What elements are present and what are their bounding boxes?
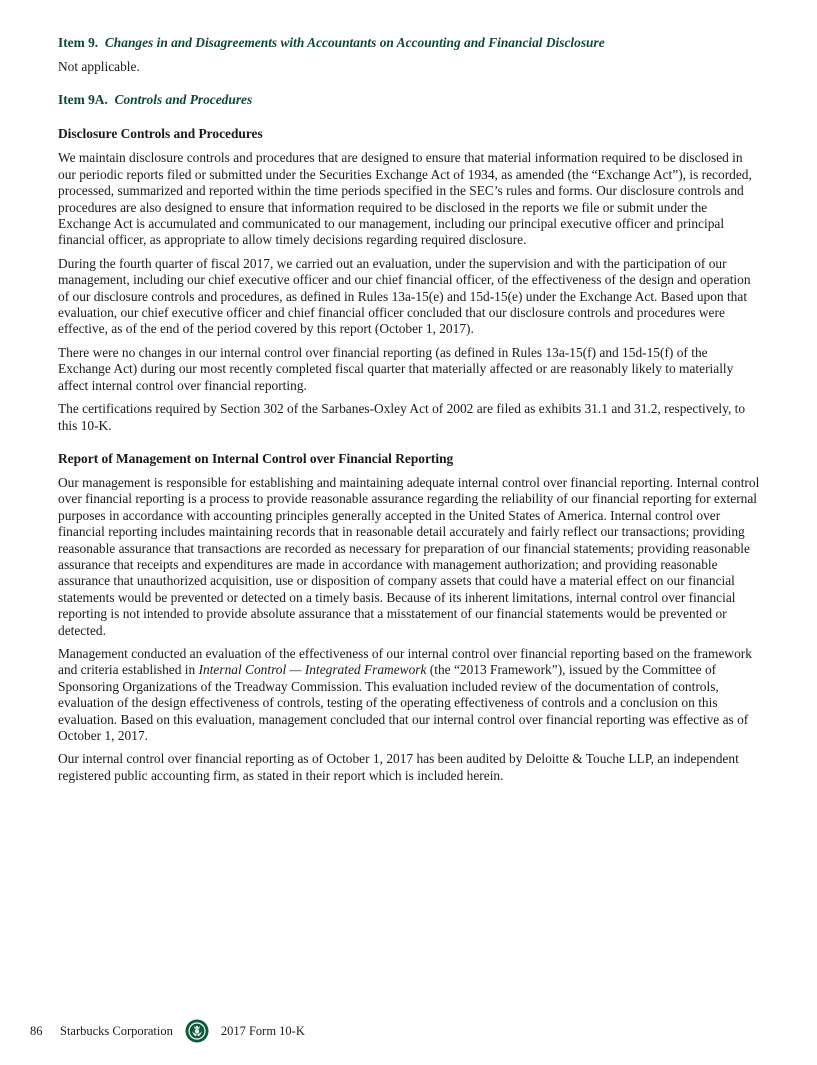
- starbucks-siren-logo-icon: [185, 1019, 209, 1043]
- page-number: 86: [30, 1023, 43, 1038]
- item-9a-title: Controls and Procedures: [114, 92, 253, 108]
- disclosure-paragraph-4: The certifications required by Section 302 of the Sarbanes-Oxley Act of 2002 are filed as exhibits 31.1 and 31.2, respectively, to this 10-K.: [58, 401, 746, 433]
- disclosure-paragraph-2: During the fourth quarter of fiscal 2017, we carried out an evaluation, under the supervision and with the participation of our management, including our chief executive officer and our chief financial officer, of the effectiveness of the design and operation of our disclosure controls and procedures, as defined in Rules 13a-15(e) and 15d-15(e) under the Exchange Act. Based upon that evaluation, our chief executive officer and chief financial officer concluded that our disclosure controls and procedures were effective, as of the end of the period covered by this report (October 1, 2017).: [58, 255, 751, 337]
- management-report-paragraph-2: [58, 646, 763, 744]
- disclosure-paragraph-1: We maintain disclosure controls and procedures that are designed to ensure that material information required to be disclosed in our periodic reports filed or submitted under the Securities Exchange Act of 1934, as amended (the “Exchange Act”), is recorded, processed, summarized and reported within the time periods specified in the SEC’s rules and forms. Our disclosure controls and procedures are also designed to ensure that information required to be disclosed in the reports we file or submit under the Exchange Act is accumulated and communicated to our management, including our principal executive officer and principal financial officer, as appropriate to allow timely decisions regarding required disclosure.: [58, 150, 752, 248]
- document-page: [58, 34, 763, 784]
- item-9-body: Not applicable.: [58, 59, 140, 74]
- paragraph-2-text-after: (the “2013 Framework”), issued by the Committee of Sponsoring Organizations of the Treadway Commission. This evaluation included review of the documentation of controls, evaluation of the design effectiveness of controls, testing of the operating effectiveness of controls and a conclusion on this evaluation. Based on this evaluation, management concluded that our internal control over financial reporting was effective as of October 1, 2017.: [58, 662, 749, 743]
- disclosure-paragraph-3: There were no changes in our internal control over financial reporting (as defined in Rules 13a-15(f) and 15d-15(f) of the Exchange Act) during our most recently completed fiscal quarter that materially affected or are reasonably likely to materially affect internal control over financial reporting.: [58, 344, 734, 393]
- management-report-paragraph-3: Our internal control over financial reporting as of October 1, 2017 has been audited by Deloitte & Touche LLP, an independent registered public accounting firm, as stated in their report which is included herein.: [58, 751, 739, 783]
- framework-title: Internal Control — Integrated Framework: [198, 662, 427, 678]
- company-name: Starbucks Corporation: [60, 1023, 173, 1038]
- page-footer: [30, 1018, 305, 1044]
- management-report-heading: Report of Management on Internal Control over Financial Reporting: [58, 450, 454, 466]
- management-report-paragraph-1: Our management is responsible for establishing and maintaining adequate internal control over financial reporting. Internal control over financial reporting is a process to provide reasonable assurance regarding the reliability of our financial reporting for external purposes in accordance with accounting principles generally accepted in the United States of America. Internal control over financial reporting includes maintaining records that in reasonable detail accurately and fairly reflect our transactions; providing reasonable assurance that transactions are recorded as necessary for preparation of our financial statements; providing reasonable assurance that receipts and expenditures are made in accordance with management authorization; and providing reasonable assurance that unauthorized acquisition, use or disposition of company assets that could have a material effect on our financial statements would be prevented or detected on a timely basis. Because of its inherent limitations, internal control over financial reporting is not intended to provide absolute assurance that a misstatement of our financial statements would be prevented or detected.: [58, 474, 760, 638]
- item-9-title: Changes in and Disagreements with Accountants on Accounting and Financial Disclosure: [104, 35, 605, 50]
- disclosure-controls-heading: Disclosure Controls and Procedures: [58, 126, 263, 142]
- item-9a-label: Item 9A.: [58, 92, 108, 108]
- paragraph-2-text-before: Management conducted an evaluation of the effectiveness of our internal control over financial reporting based on the framework and criteria established in: [58, 645, 752, 678]
- item-9a-heading: [58, 91, 763, 109]
- item-9-heading: [58, 34, 763, 52]
- form-type: 2017 Form 10-K: [220, 1023, 305, 1038]
- item-9-label: Item 9.: [58, 35, 99, 50]
